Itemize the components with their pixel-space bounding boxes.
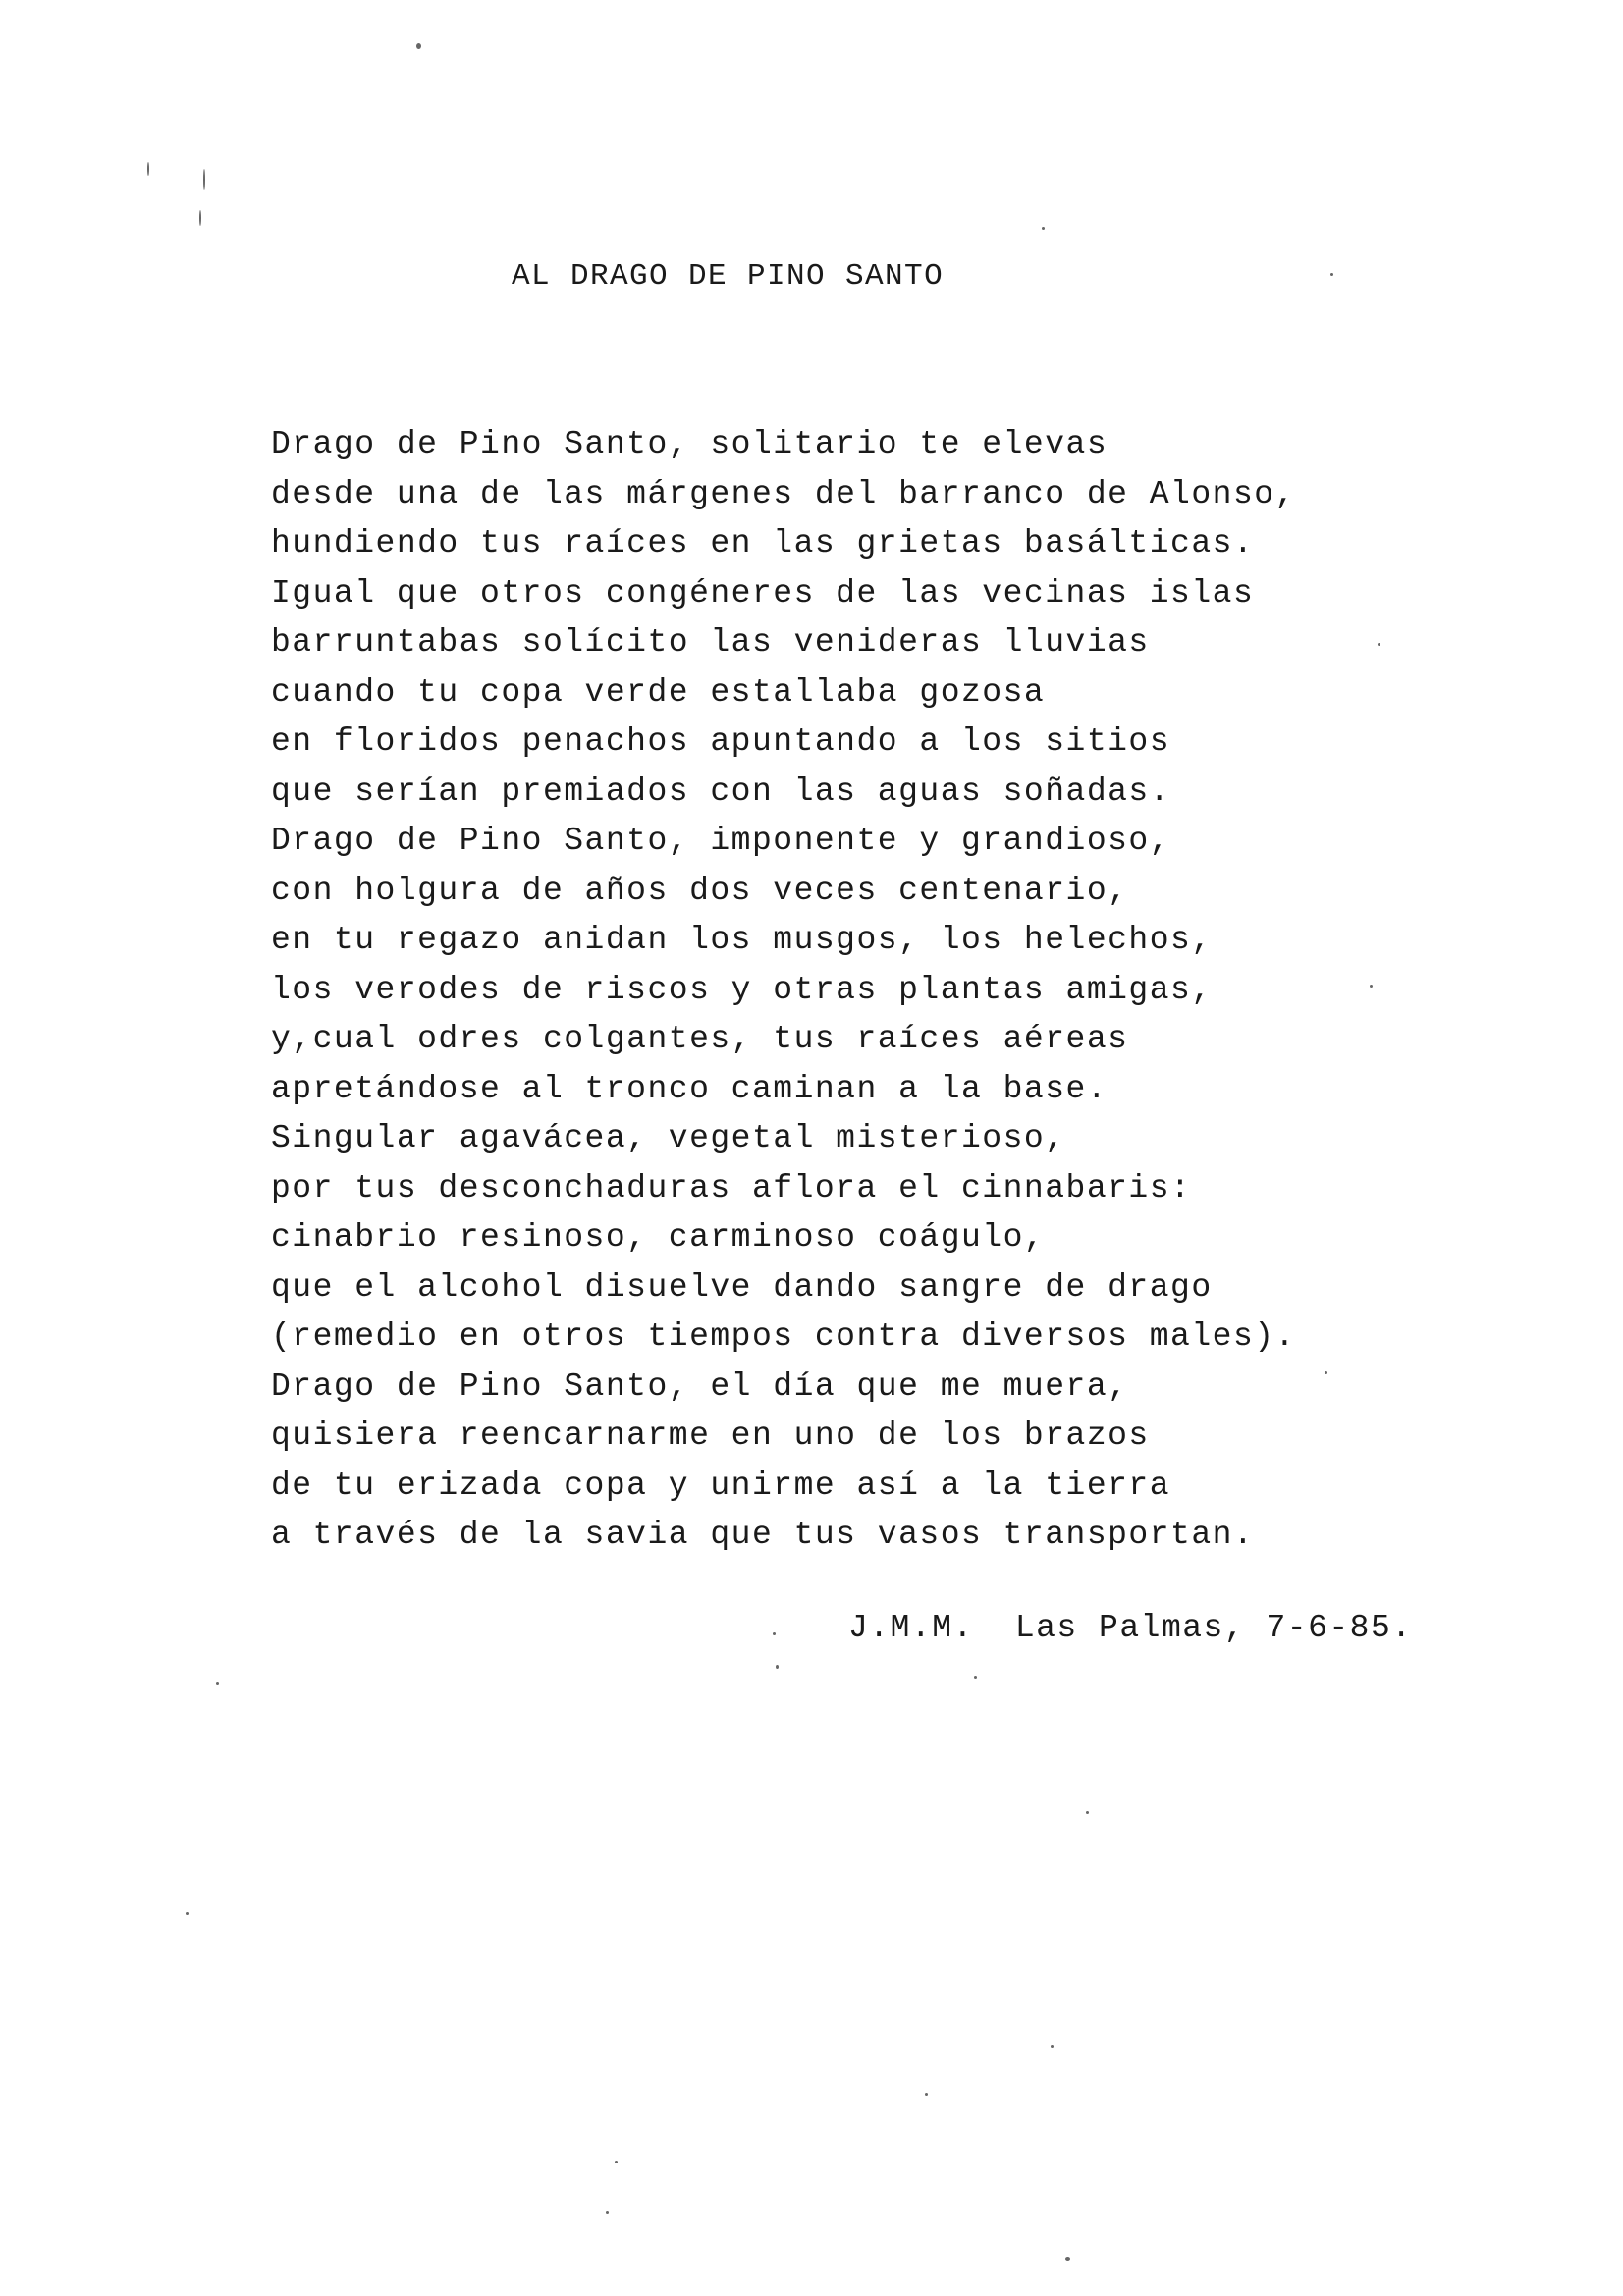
poem-line: Drago de Pino Santo, el día que me muera,: [271, 1367, 1129, 1405]
scan-speck: [606, 2211, 609, 2214]
scan-speck: [216, 1682, 219, 1685]
poem-line: hundiendo tus raíces en las grietas basálticas.: [271, 525, 1255, 561]
poem-line: Drago de Pino Santo, solitario te elevas: [271, 426, 1109, 462]
poem-line: desde una de las márgenes del barranco de Alonso,: [271, 475, 1296, 512]
scan-speck: [1042, 227, 1045, 230]
poem-line: Igual que otros congéneres de las vecinas islas: [271, 574, 1255, 612]
scan-speck: [416, 43, 421, 49]
poem-line: Singular agavácea, vegetal misterioso,: [271, 1120, 1066, 1156]
scan-speck: [1330, 273, 1333, 276]
poem-line: y,cual odres colgantes, tus raíces aéreas: [271, 1021, 1129, 1057]
poem-line: que serían premiados con las aguas soñadas.: [271, 773, 1171, 810]
poem-line: barruntabas solícito las venideras lluvias: [271, 624, 1150, 661]
poem-line: a través de la savia que tus vasos transportan.: [271, 1517, 1255, 1553]
scan-speck: [776, 1665, 779, 1669]
place-date: Las Palmas, 7-6-85.: [1014, 1610, 1413, 1646]
scan-speck: [1086, 1811, 1089, 1814]
scan-speck: [186, 1912, 189, 1915]
poem-line: apretándose al tronco caminan a la base.: [271, 1070, 1109, 1107]
poem-line: quisiera reencarnarme en uno de los brazos: [271, 1417, 1150, 1454]
scan-speck: [974, 1676, 977, 1679]
poem-line: Drago de Pino Santo, imponente y grandioso,: [271, 823, 1171, 859]
scan-speck: [1065, 2257, 1070, 2261]
scan-speck: [1051, 2045, 1054, 2048]
poem-line: de tu erizada copa y unirme así a la tierra: [271, 1467, 1171, 1504]
scan-speck: [1370, 985, 1373, 988]
scan-speck: [1325, 1371, 1327, 1374]
poem-line: cinabrio resinoso, carminoso coágulo,: [271, 1219, 1046, 1255]
poem-line: por tus desconchaduras aflora el cinnabaris:: [271, 1169, 1192, 1206]
scan-speck: [203, 169, 205, 190]
scan-speck: [147, 162, 149, 176]
poem-line: (remedio en otros tiempos contra diversos males).: [271, 1318, 1296, 1355]
poem-line: en floridos penachos apuntando a los sitios: [271, 723, 1171, 760]
poem-line: con holgura de años dos veces centenario,: [271, 872, 1129, 909]
scan-speck: [615, 2161, 618, 2163]
poem-body: [271, 420, 1296, 1561]
scan-speck: [1378, 643, 1380, 646]
author-initials: J.M.M.: [848, 1610, 974, 1646]
scan-speck: [199, 210, 201, 226]
poem-title: AL DRAGO DE PINO SANTO: [512, 259, 945, 294]
signature-line: [848, 1610, 1413, 1646]
poem-line: los verodes de riscos y otras plantas amigas,: [271, 971, 1213, 1008]
scan-speck: [773, 1632, 776, 1635]
scan-speck: [925, 2093, 928, 2096]
poem-line: que el alcohol disuelve dando sangre de drago: [271, 1268, 1213, 1306]
poem-line: cuando tu copa verde estallaba gozosa: [271, 673, 1046, 711]
poem-line: en tu regazo anidan los musgos, los helechos,: [271, 922, 1213, 958]
